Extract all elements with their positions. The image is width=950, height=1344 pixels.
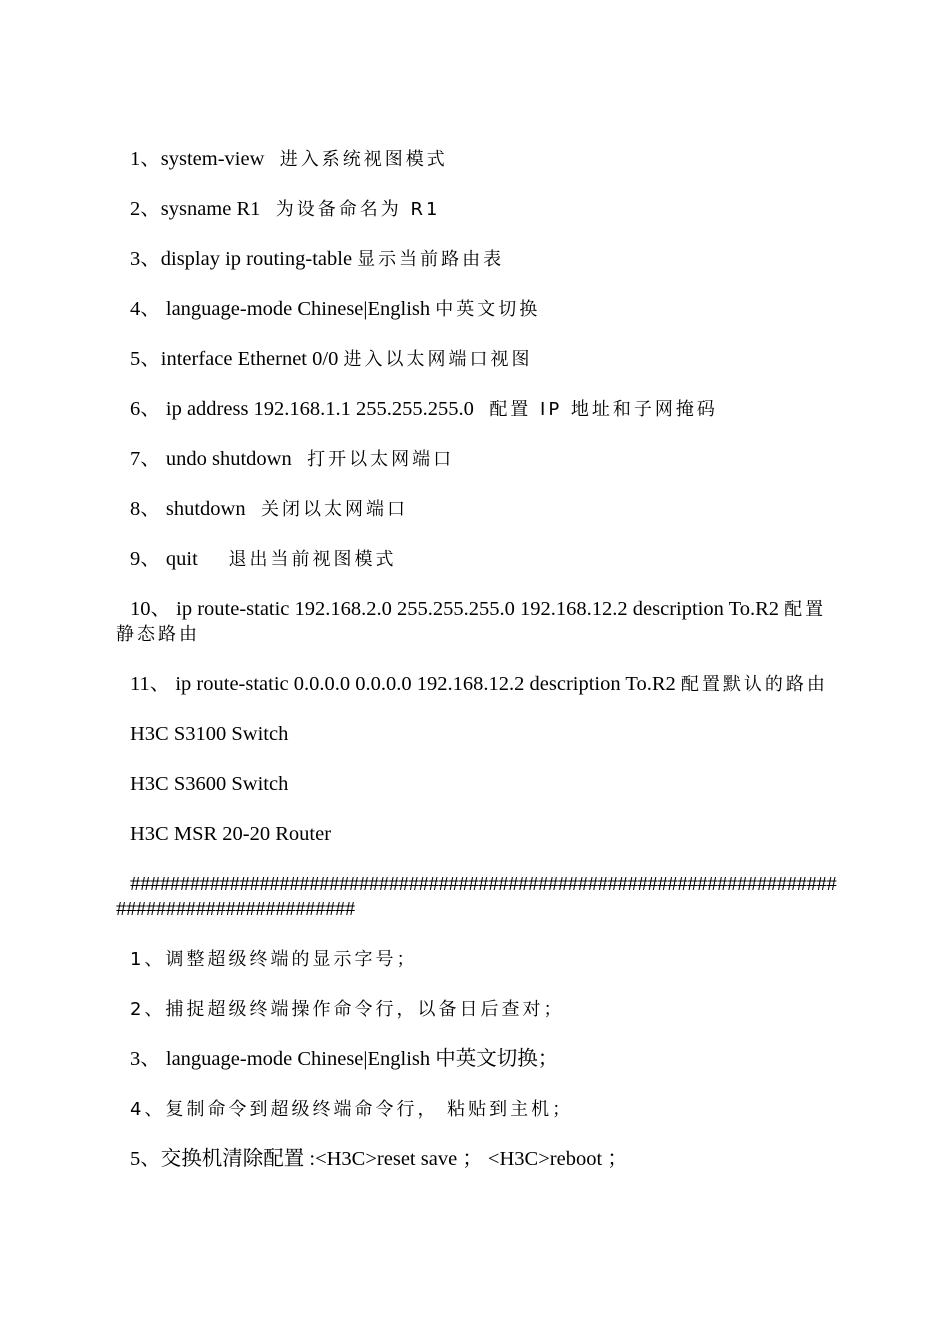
command-text: 5、interface Ethernet 0/0 [130,348,339,370]
command-line-8 [116,497,838,522]
command-description: 关闭以太网端口 [260,499,408,520]
tip-line-2 [116,997,838,1022]
device-line-2: H3C S3600 Switch [130,773,289,795]
command-text: 9、 quit [130,548,198,570]
command-line-3 [116,247,838,272]
command-line-6 [116,397,838,422]
command-text: 6、 ip address 192.168.1.1 255.255.255.0 [130,398,474,420]
command-line-7 [116,447,838,472]
command-description: 打开以太网端口 [307,449,455,470]
command-description: 配置 IP 地址和子网掩码 [489,399,718,420]
command-description: 进入以太网端口视图 [343,349,533,370]
tip-line-5: 5、交换机清除配置 :<H3C>reset save ； <H3C>reboot ； [130,1148,628,1170]
tip-text: 4、复制命令到超级终端命令行， 粘贴到主机； [130,1099,574,1120]
command-description: 配置默认的路由 [680,674,828,695]
command-text: 10、 ip route-static 192.168.2.0 255.255.255.0 192.168.12.2 description To.R2 [130,598,780,620]
device-line-3: H3C MSR 20-20 Router [130,823,332,845]
command-description: 显示当前路由表 [357,249,505,270]
tip-line-1 [116,947,838,972]
document-body [116,147,838,1197]
command-text: 3、display ip routing-table [130,248,353,270]
command-text: 8、 shutdown [130,498,246,520]
command-description: 中英文切换 [435,299,541,320]
tip-text: 1、调整超级终端的显示字号； [130,949,418,970]
command-line-1 [116,147,838,172]
tip-text: 2、捕捉超级终端操作命令行，以备日后查对； [130,999,565,1020]
command-line-4 [116,297,838,322]
command-line-2 [116,197,838,222]
command-description: 为设备命名为 R1 [275,199,441,220]
command-text: 1、system-view [130,148,265,170]
device-line-1: H3C S3100 Switch [130,723,289,745]
command-line-11 [116,672,838,697]
command-description: 进入系统视图模式 [279,149,448,170]
command-description: 退出当前视图模式 [228,549,397,570]
command-description: 配置静态路由 [116,599,827,645]
command-line-9 [116,547,838,572]
command-line-10 [116,597,838,647]
tip-line-3: 3、 language-mode Chinese|English 中英文切换； [130,1048,559,1070]
command-text: 11、 ip route-static 0.0.0.0 0.0.0.0 192.168.12.2 description To.R2 [130,673,676,695]
command-text: 4、 language-mode Chinese|English [130,298,431,320]
command-text: 7、 undo shutdown [130,448,292,470]
tip-line-4 [116,1097,838,1122]
command-text: 2、sysname R1 [130,198,261,220]
command-line-5 [116,347,838,372]
hash-separator: ############################################################################################### [116,873,837,920]
